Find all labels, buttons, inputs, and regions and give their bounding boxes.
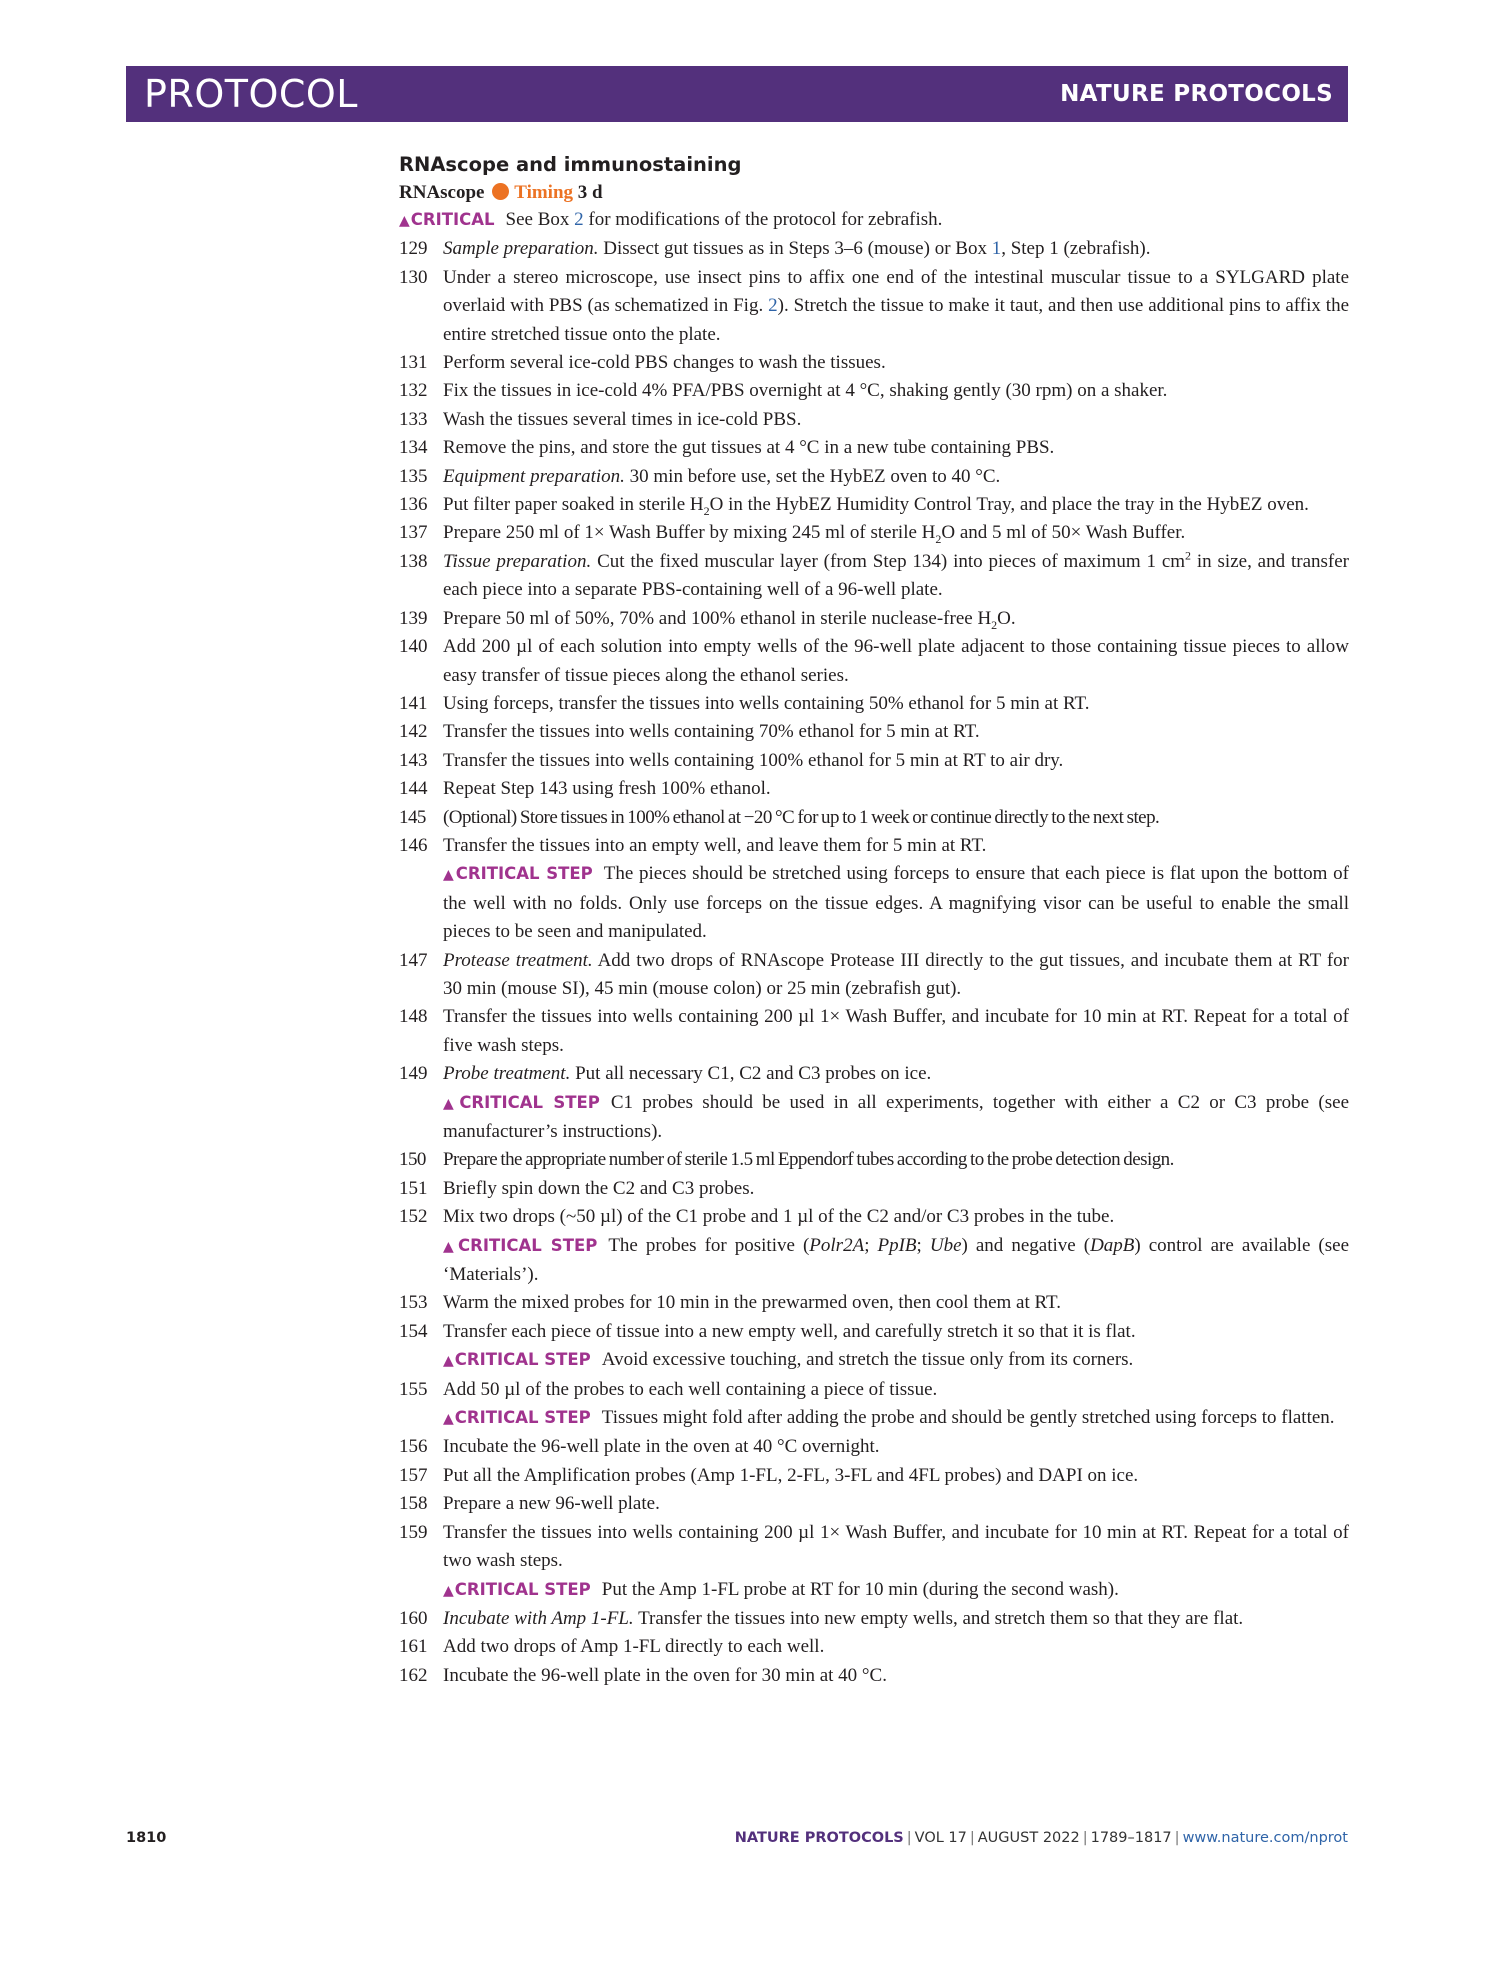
footer-pages: 1789–1817	[1090, 1830, 1172, 1846]
step-161: 161 Add two drops of Amp 1-FL directly to each well.	[399, 1636, 825, 1658]
step-154: 154 Transfer each piece of tissue into a new empty well, and carefully stretch it so that it is flat. ▲CRITICAL STEP Avoid excessive touching, and stretch the tissue only from its corners.	[399, 1320, 1136, 1371]
step-158: 158 Prepare a new 96-well plate.	[399, 1493, 660, 1515]
footer-url-link[interactable]: www.nature.com/nprot	[1182, 1830, 1348, 1846]
step-149: 149 Probe treatment. Put all necessary C1, C2 and C3 probes on ice. ▲CRITICAL STEP C1 probes should be used in all experiments, together with either a C2 or C3 probe (see manufacturer’s instructions).	[399, 1063, 1349, 1142]
section-type-label: PROTOCOL	[144, 72, 358, 116]
step-141: 141 Using forceps, transfer the tissues into wells containing 50% ethanol for 5 min at RT.	[399, 692, 1090, 714]
footer-volume: VOL 17	[914, 1830, 967, 1846]
critical-triangle-icon: ▲	[443, 1411, 454, 1428]
step-137: 137 Prepare 250 ml of 1× Wash Buffer by mixing 245 ml of sterile $H_2O$ and 5 ml of 50× Wash Buffer.	[399, 522, 1186, 547]
step-156: 156 Incubate the 96-well plate in the oven at 40 °C overnight.	[399, 1436, 880, 1458]
critical-step-label: ▲CRITICAL STEP	[443, 1092, 600, 1112]
step-139: 139 Prepare 50 ml of 50%, 70% and 100% ethanol in sterile nuclease-free $H_2O$.	[399, 607, 1016, 632]
step-152: 152 Mix two drops (~50 µl) of the C1 probe and 1 µl of the C2 and/or C3 probes in the tube. ▲CRITICAL STEP The probes for positive (Polr2A; PpIB; Ube) and negative (DapB) control are available (see ‘Materials’).	[399, 1206, 1350, 1286]
box-ref-link[interactable]: 2	[574, 209, 584, 230]
critical-triangle-icon: ▲	[399, 213, 410, 229]
step-145: 145 (Optional) Store tissues in 100% ethanol at −20 °C for up to 1 week or continue directly to the next step.	[399, 806, 1160, 828]
step-132: 132 Fix the tissues in ice-cold 4% PFA/PBS overnight at 4 °C, shaking gently (30 rpm) on a shaker.	[399, 380, 1168, 402]
critical-step-label: ▲CRITICAL STEP	[443, 1235, 598, 1255]
step-133: 133 Wash the tissues several times in ice-cold PBS.	[399, 408, 802, 430]
step-153: 153 Warm the mixed probes for 10 min in the prewarmed oven, then cool them at RT.	[399, 1292, 1062, 1314]
step-159: 159 Transfer the tissues into wells containing 200 µl 1× Wash Buffer, and incubate for 10 min at RT. Repeat for a total of two wash steps. ▲CRITICAL STEP Put the Amp 1-FL probe at RT for 10 min (during the second wash).	[399, 1521, 1349, 1600]
step-144: 144 Repeat Step 143 using fresh 100% ethanol.	[399, 778, 771, 800]
critical-triangle-icon: ▲	[443, 1582, 454, 1599]
step-155: 155 Add 50 µl of the probes to each well containing a piece of tissue. ▲CRITICAL STEP Tissues might fold after adding the probe and should be gently stretched using forceps to flatten.	[399, 1378, 1335, 1429]
citation-line: NATURE PROTOCOLS | VOL 17 | AUGUST 2022 | 1789–1817 | www.nature.com/nprot	[734, 1830, 1348, 1846]
critical-triangle-icon: ▲	[443, 1238, 458, 1255]
journal-name: NATURE PROTOCOLS	[1060, 81, 1333, 107]
critical-triangle-icon: ▲	[443, 1095, 459, 1112]
step-157: 157 Put all the Amplification probes (Amp 1-FL, 2-FL, 3-FL and 4FL probes) and DAPI on ice.	[399, 1464, 1139, 1486]
step-129: 129 Sample preparation. Dissect gut tissues as in Steps 3–6 (mouse) or Box 1, Step 1 (zebrafish).	[399, 238, 1151, 260]
step-162: 162 Incubate the 96-well plate in the oven for 30 min at 40 °C.	[399, 1664, 887, 1686]
intro-critical-note: ▲CRITICAL See Box 2 for modifications of the protocol for zebrafish.	[399, 209, 943, 230]
step-148: 148 Transfer the tissues into wells containing 200 µl 1× Wash Buffer, and incubate for 10 min at RT. Repeat for a total of five wash steps.	[399, 1006, 1349, 1056]
step-142: 142 Transfer the tissues into wells containing 70% ethanol for 5 min at RT.	[399, 721, 980, 743]
critical-step-label: ▲CRITICAL STEP	[443, 1579, 591, 1599]
step-135: 135 Equipment preparation. 30 min before use, set the HybEZ oven to 40 °C.	[399, 465, 1001, 487]
step-136: 136 Put filter paper soaked in sterile $H_2O$ in the HybEZ Humidity Control Tray, and place the tray in the HybEZ oven.	[399, 494, 1309, 518]
critical-triangle-icon: ▲	[443, 867, 455, 884]
step-140: 140 Add 200 µl of each solution into empty wells of the 96-well plate adjacent to those containing tissue pieces to allow easy transfer of tissue pieces along the ethanol series.	[399, 636, 1349, 686]
page-number: 1810	[126, 1830, 167, 1846]
step-143: 143 Transfer the tissues into wells containing 100% ethanol for 5 min at RT to air dry.	[399, 749, 1064, 771]
step-147: 147 Protease treatment. Add two drops of RNAscope Protease III directly to the gut tissues, and incubate them at RT for 30 min (mouse SI), 45 min (mouse colon) or 25 min (zebrafish gut).	[399, 949, 1350, 999]
step-130: 130 Under a stereo microscope, use insect pins to affix one end of the intestinal muscular tissue to a SYLGARD plate overlaid with PBS (as schematized in Fig. 2). Stretch the tissue to make it taut, and then use additional pins to affix the entire stretched tissue onto the plate.	[399, 266, 1350, 345]
step-151: 151 Briefly spin down the C2 and C3 probes.	[399, 1177, 755, 1199]
main-content	[399, 150, 1349, 1690]
step-146: 146 Transfer the tissues into an empty well, and leave them for 5 min at RT. ▲CRITICAL STEP The pieces should be stretched using forceps to ensure that each piece is flat upon the bottom of the well with no folds. Only use forceps on the tissue edges. A magnifying visor can be useful to enable the small pieces to be seen and manipulated.	[399, 834, 1349, 943]
procedure-steps	[399, 235, 1349, 1690]
step-160: 160 Incubate with Amp 1-FL. Transfer the tissues into new empty wells, and stretch them so that they are flat.	[399, 1607, 1244, 1629]
procedure-name: RNAscope	[399, 182, 485, 203]
timing-label: Timing	[514, 182, 574, 203]
step-131: 131 Perform several ice-cold PBS changes to wash the tissues.	[399, 352, 886, 374]
step-150: 150 Prepare the appropriate number of sterile 1.5 ml Eppendorf tubes according to the probe detection design.	[399, 1149, 1174, 1171]
section-heading: RNAscope and immunostaining	[399, 153, 742, 176]
header-bar	[126, 66, 1348, 122]
figure-ref-link[interactable]: 2	[768, 295, 778, 317]
procedure-heading	[399, 180, 1349, 206]
step-134: 134 Remove the pins, and store the gut tissues at 4 °C in a new tube containing PBS.	[399, 437, 1055, 459]
step-138: 138 Tissue preparation. Cut the fixed muscular layer (from Step 134) into pieces of maximum 1 $cm^2$ in size, and transfer each piece into a separate PBS-containing well of a 96-well plate.	[399, 548, 1349, 601]
box-ref-link[interactable]: 1	[991, 238, 1002, 260]
critical-step-label: ▲CRITICAL STEP	[443, 1350, 591, 1370]
footer-journal: NATURE PROTOCOLS	[734, 1830, 904, 1846]
page-footer	[126, 1830, 1348, 1854]
critical-label: ▲CRITICAL	[399, 210, 495, 229]
timing-value: 3 d	[577, 182, 603, 203]
footer-date: AUGUST 2022	[977, 1830, 1080, 1846]
timing-icon	[492, 183, 509, 200]
critical-triangle-icon: ▲	[443, 1353, 454, 1370]
critical-step-label: ▲CRITICAL STEP	[443, 1408, 591, 1428]
critical-step-label: ▲CRITICAL STEP	[443, 864, 593, 884]
